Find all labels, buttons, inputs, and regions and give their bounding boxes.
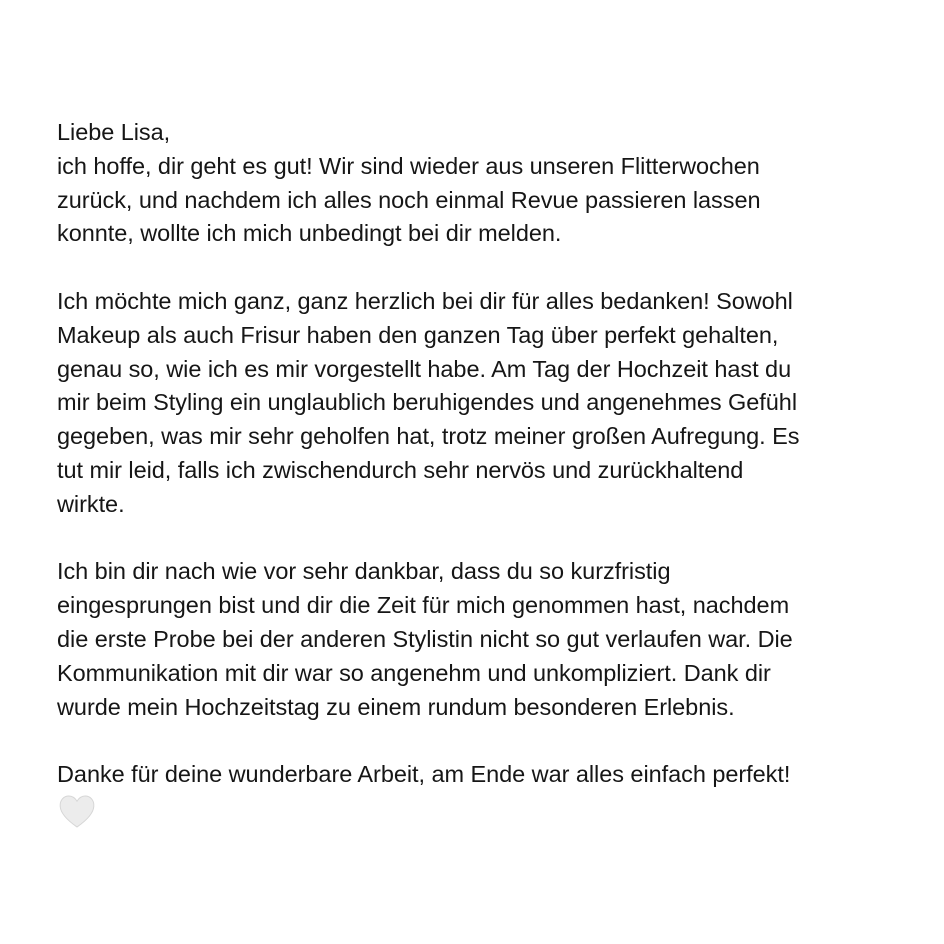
paragraph-3 <box>57 555 927 724</box>
paragraph-line: eingesprungen bist und dir die Zeit für mich genommen hast, nachdem <box>57 592 790 619</box>
white-heart-icon <box>58 794 96 830</box>
closing-line: Danke für deine wunderbare Arbeit, am Ende war alles einfach perfekt! <box>57 761 791 788</box>
greeting: Liebe Lisa, <box>57 119 171 145</box>
paragraph-line: genau so, wie ich es mir vorgestellt habe. Am Tag der Hochzeit hast du <box>57 355 792 382</box>
paragraph-line: ich hoffe, dir geht es gut! Wir sind wieder aus unseren Flitterwochen <box>57 152 760 179</box>
paragraph-line: wirkte. <box>57 490 125 517</box>
letter-body <box>57 116 927 832</box>
paragraph-line: mir beim Styling ein unglaublich beruhigendes und angenehmes Gefühl <box>57 389 797 416</box>
paragraph-line: gegeben, was mir sehr geholfen hat, trotz meiner großen Aufregung. Es <box>57 423 800 450</box>
paragraph-line: Makeup als auch Frisur haben den ganzen Tag über perfekt gehalten, <box>57 321 779 348</box>
paragraph-line: Ich bin dir nach wie vor sehr dankbar, dass du so kurzfristig <box>57 558 671 585</box>
paragraph-line: die erste Probe bei der anderen Stylistin nicht so gut verlaufen war. Die <box>57 625 793 652</box>
paragraph-1 <box>57 150 927 251</box>
paragraph-line: zurück, und nachdem ich alles noch einmal Revue passieren lassen <box>57 186 761 213</box>
paragraph-line: Ich möchte mich ganz, ganz herzlich bei dir für alles bedanken! Sowohl <box>57 287 793 314</box>
emoji-row <box>57 792 927 832</box>
paragraph-spacer <box>57 251 927 285</box>
paragraph-spacer <box>57 522 927 556</box>
paragraph-line: konnte, wollte ich mich unbedingt bei dir melden. <box>57 220 562 247</box>
paragraph-line: wurde mein Hochzeitstag zu einem rundum besonderen Erlebnis. <box>57 693 735 720</box>
paragraph-spacer <box>57 724 927 758</box>
paragraph-2 <box>57 285 927 522</box>
paragraph-line: tut mir leid, falls ich zwischendurch sehr nervös und zurückhaltend <box>57 456 744 483</box>
paragraph-line: Kommunikation mit dir war so angenehm und unkompliziert. Dank dir <box>57 659 771 686</box>
